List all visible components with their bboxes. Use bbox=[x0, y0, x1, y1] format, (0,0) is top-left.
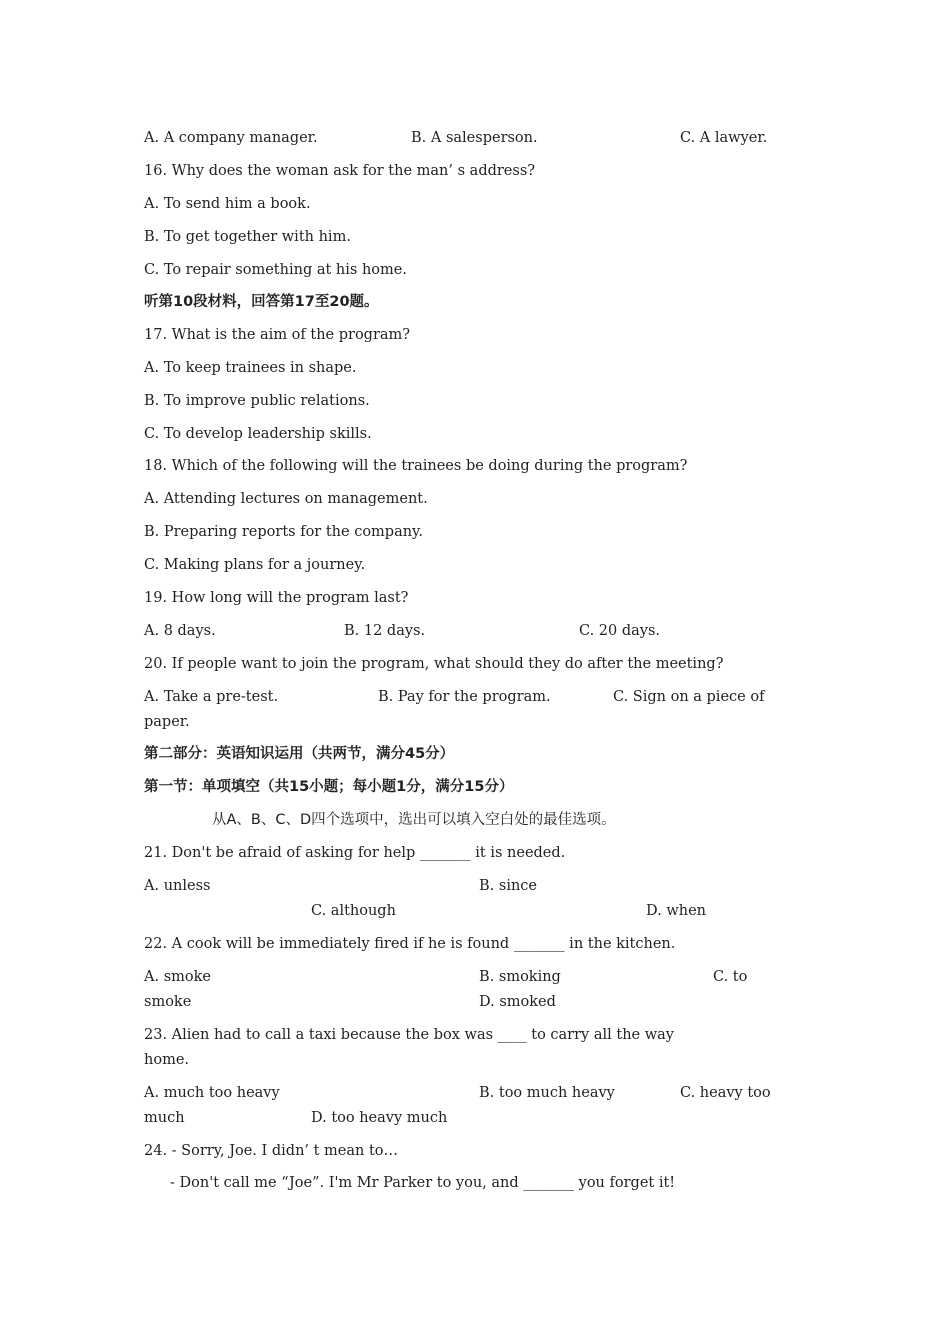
q23-option-d: D. too heavy much bbox=[311, 1110, 448, 1126]
q22-option-c-continued: smoke bbox=[144, 994, 192, 1010]
q20-option-a: A. Take a pre-test. bbox=[144, 689, 279, 705]
q24-line2: - Don't call me “Joe”. I'm Mr Parker to you, and _______ you forget it! bbox=[170, 1175, 676, 1191]
q15-option-a: A. A company manager. bbox=[144, 130, 318, 146]
q19-option-c: C. 20 days. bbox=[579, 623, 661, 639]
q18-question: 18. Which of the following will the trainees be doing during the program? bbox=[144, 458, 688, 474]
q22-option-d: D. smoked bbox=[479, 994, 556, 1010]
q16-option-c: C. To repair something at his home. bbox=[144, 262, 407, 278]
part2-heading: 第二部分：英语知识运用（共两节，满分45分） bbox=[144, 746, 455, 762]
q20-option-c: C. Sign on a piece of bbox=[613, 689, 765, 705]
q22-question: 22. A cook will be immediately fired if he is found _______ in the kitchen. bbox=[144, 936, 676, 952]
q17-option-c: C. To develop leadership skills. bbox=[144, 426, 372, 442]
q23-option-a: A. much too heavy bbox=[144, 1085, 280, 1101]
q22-option-c: C. to bbox=[713, 969, 748, 985]
q21-option-b: B. since bbox=[479, 878, 537, 894]
q21-question: 21. Don't be afraid of asking for help _______ it is needed. bbox=[144, 845, 566, 861]
q23-option-b: B. too much heavy bbox=[479, 1085, 615, 1101]
q23-question-continued: home. bbox=[144, 1052, 190, 1068]
q20-option-c-continued: paper. bbox=[144, 714, 190, 730]
q19-option-b: B. 12 days. bbox=[344, 623, 426, 639]
q16-option-a: A. To send him a book. bbox=[144, 196, 311, 212]
q22-option-a: A. smoke bbox=[144, 969, 211, 985]
q24-line1: 24. - Sorry, Joe. I didn’ t mean to… bbox=[144, 1143, 399, 1159]
q17-option-a: A. To keep trainees in shape. bbox=[144, 360, 357, 376]
q18-option-a: A. Attending lectures on management. bbox=[144, 491, 428, 507]
q15-option-c: C. A lawyer. bbox=[680, 130, 768, 146]
q19-option-a: A. 8 days. bbox=[144, 623, 216, 639]
q17-option-b: B. To improve public relations. bbox=[144, 393, 370, 409]
q15-option-b: B. A salesperson. bbox=[411, 130, 538, 146]
section10-heading: 听第10段材料，回答第17至20题。 bbox=[144, 294, 379, 310]
q21-option-d: D. when bbox=[646, 903, 706, 919]
q23-question: 23. Alien had to call a taxi because the box was ____ to carry all the way bbox=[144, 1027, 674, 1043]
q17-question: 17. What is the aim of the program? bbox=[144, 327, 411, 343]
q20-option-b: B. Pay for the program. bbox=[378, 689, 551, 705]
q23-option-c-continued: much bbox=[144, 1110, 185, 1126]
q16-option-b: B. To get together with him. bbox=[144, 229, 351, 245]
q18-option-c: C. Making plans for a journey. bbox=[144, 557, 366, 573]
q20-question: 20. If people want to join the program, what should they do after the meeting? bbox=[144, 656, 724, 672]
q19-question: 19. How long will the program last? bbox=[144, 590, 409, 606]
q16-question: 16. Why does the woman ask for the man’ s address? bbox=[144, 163, 536, 179]
q18-option-b: B. Preparing reports for the company. bbox=[144, 524, 423, 540]
q21-option-a: A. unless bbox=[144, 878, 211, 894]
q22-option-b: B. smoking bbox=[479, 969, 561, 985]
instruction-text: 从A、B、C、D四个选项中，选出可以填入空白处的最佳选项。 bbox=[212, 812, 616, 828]
q21-option-c: C. although bbox=[311, 903, 396, 919]
q23-option-c: C. heavy too bbox=[680, 1085, 771, 1101]
section1-heading: 第一节：单项填空（共15小题；每小题1分，满分15分） bbox=[144, 779, 514, 795]
